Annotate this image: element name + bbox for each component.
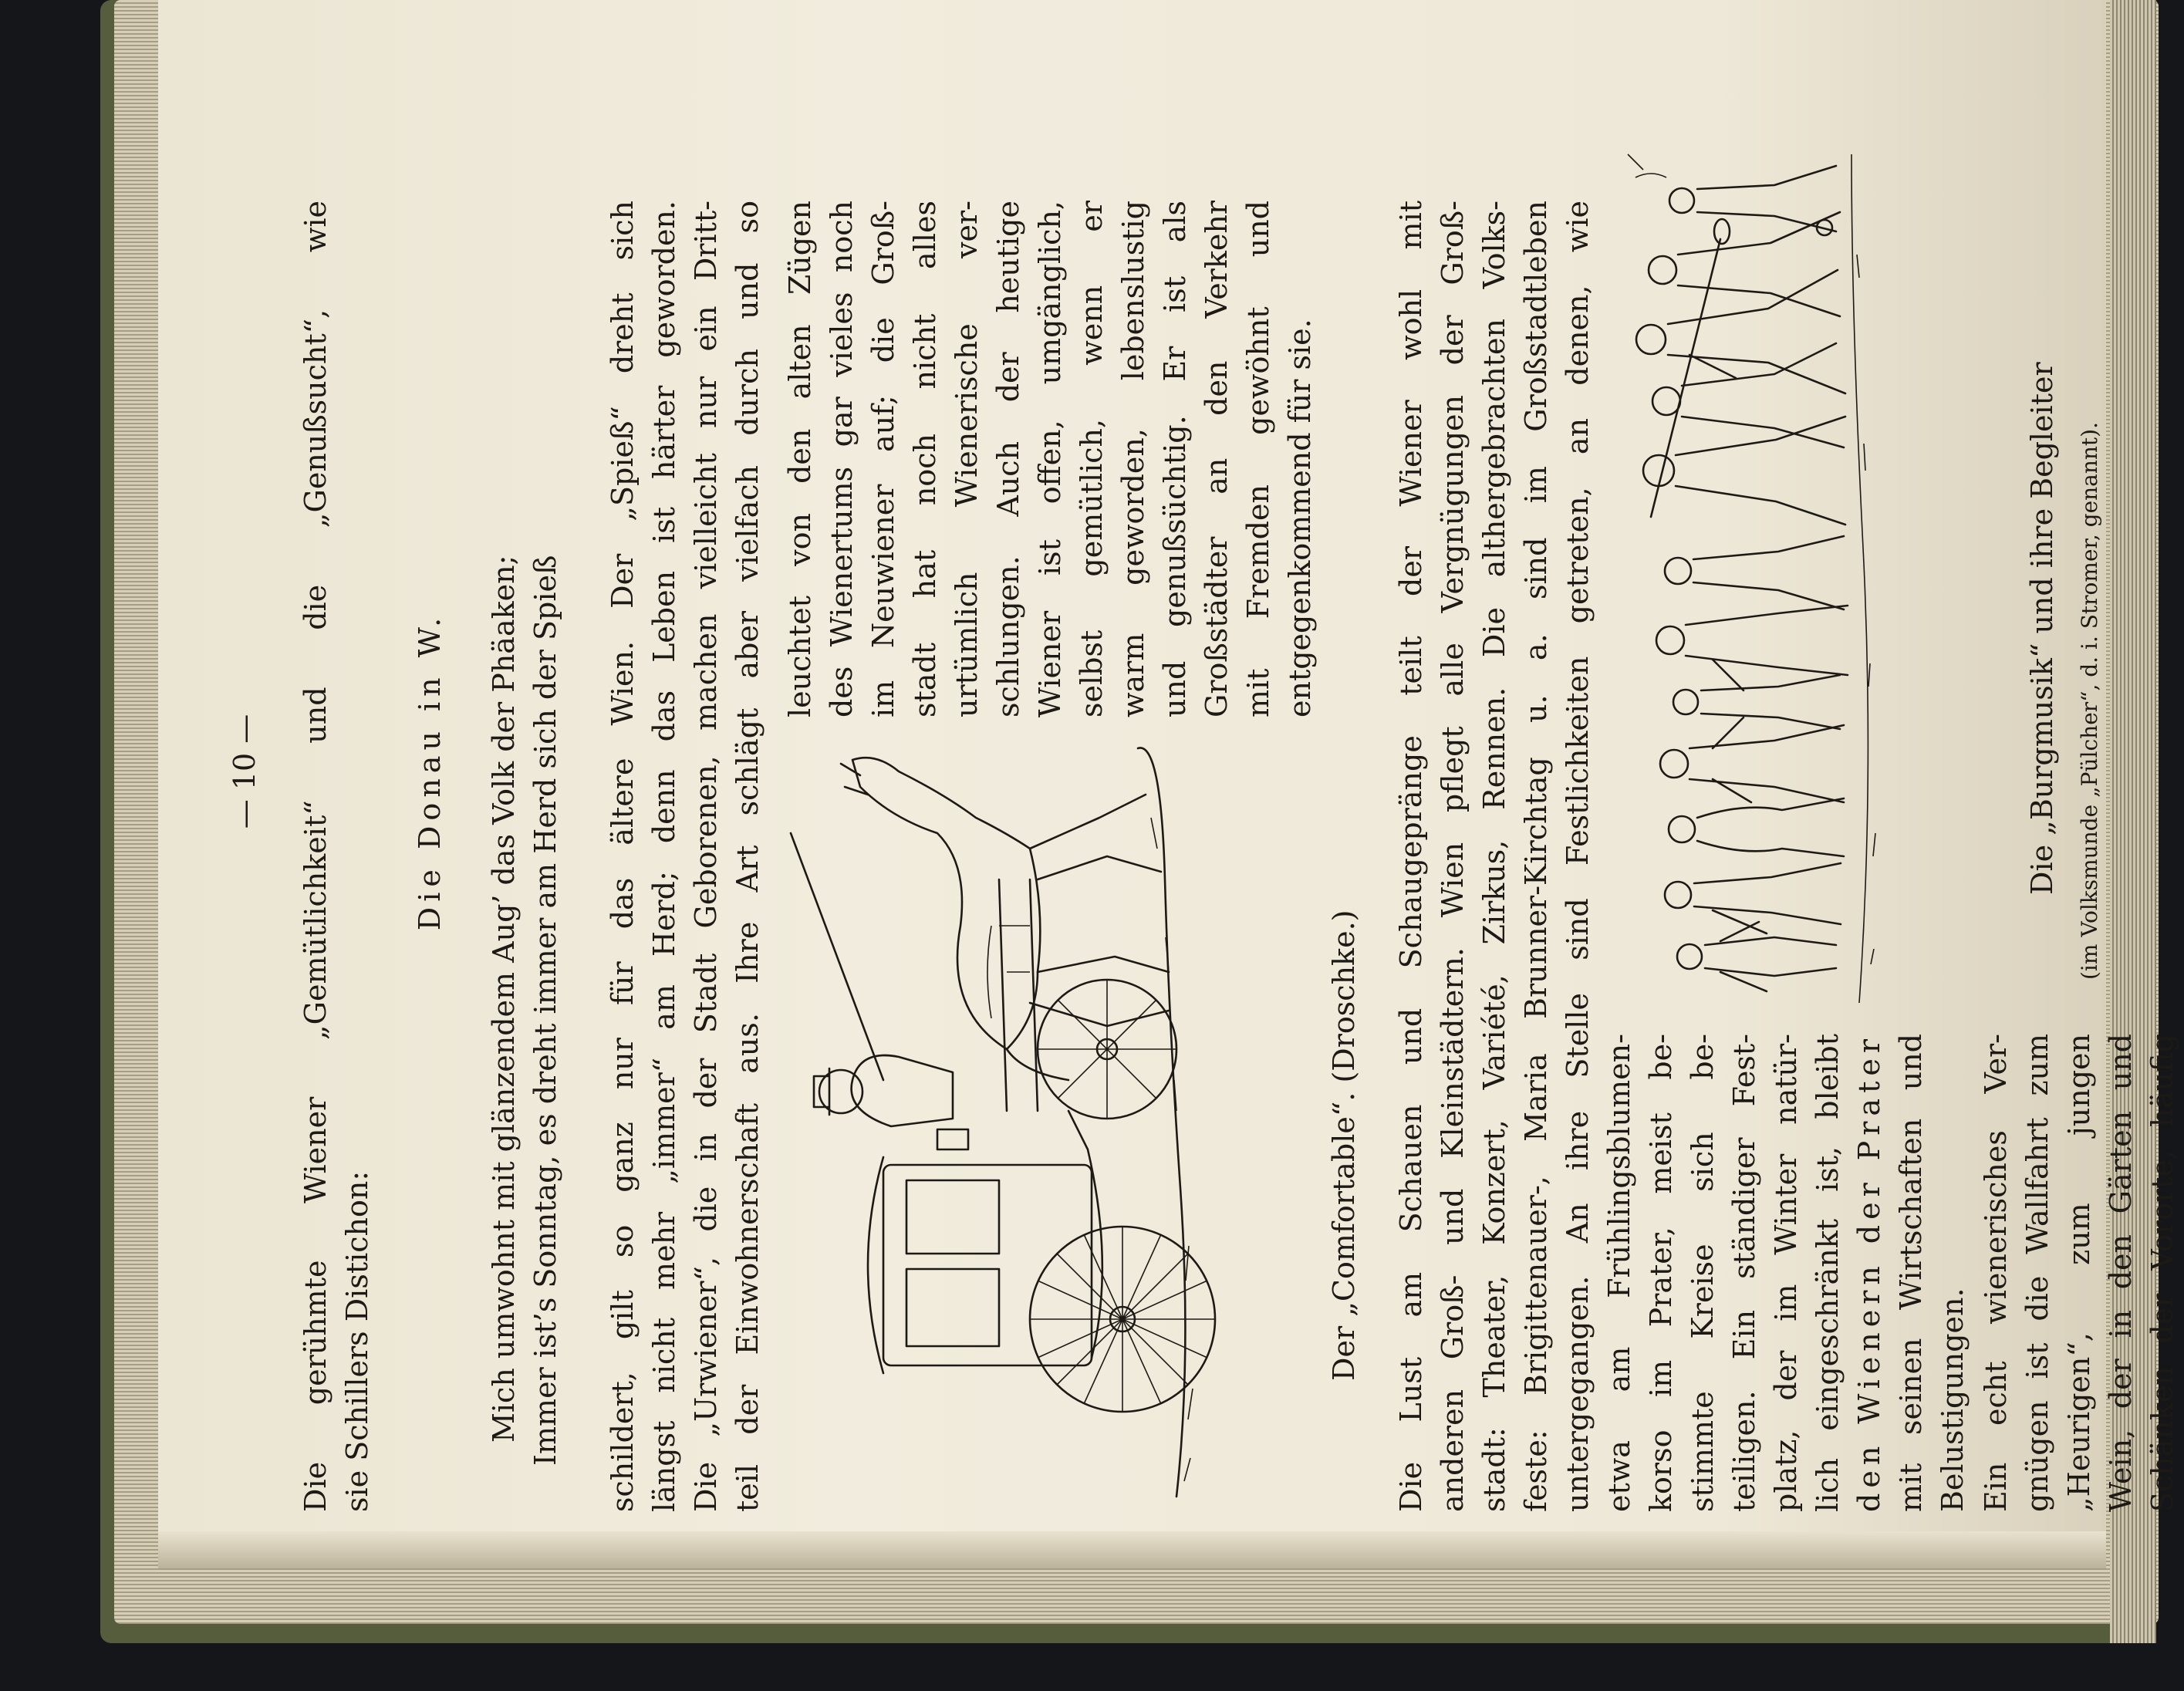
rotated-page-content — [224, 31, 2179, 1512]
para2-line-1: Die Lust am Schauen und Schaugepränge teilt der Wiener wohl mit — [1394, 201, 1428, 1512]
para2-line-5: untergegangen. An ihre Stelle sind Festlichkeiten getreten, an denen, wie — [1561, 201, 1595, 1512]
para2-left-9: Belustigungen. — [1936, 1288, 1970, 1512]
intro-line-1: Die gerühmte Wiener „Gemütlichkeit“ und die „Genußsucht“, wie — [299, 201, 332, 1512]
para2-line-3: stadt: Theater, Konzert, Variété, Zirkus, Rennen. Die althergebrachten Volks- — [1477, 201, 1511, 1512]
para1-right-6: schlungen. Auch der heutige — [991, 201, 1025, 717]
para3-left-3: „Heurigen“, zum jungen — [2062, 1034, 2096, 1512]
page-number: — 10 — — [228, 714, 262, 829]
para1-right-2: des Wienertums gar vieles noch — [825, 201, 859, 717]
page-gutter — [158, 1531, 2106, 1568]
para2-left-3: stimmte Kreise sich be- — [1686, 1034, 1720, 1512]
para2-left-1: etwa am Frühlingsblumen- — [1602, 1034, 1636, 1512]
para2-line-4: feste: Brigittenauer-, Maria Brunner-Kirchtag u. a. sind im Großstadtleben — [1519, 201, 1553, 1512]
caption-burgmusik: Die „Burgmusik“ und ihre Begleiter — [2025, 362, 2059, 895]
para1-right-5: urtümlich Wienerische ver- — [950, 201, 984, 717]
para1-right-8: selbst gemütlich, wenn er — [1075, 201, 1109, 717]
para2-line-2: anderen Groß- und Kleinstädtern. Wien pflegt alle Vergnügungen der Groß- — [1436, 201, 1470, 1512]
droschke-illustration — [775, 741, 1315, 1512]
intro-line-2: sie Schillers Distichon: — [340, 1170, 374, 1512]
para1-right-11: Großstädter an den Verkehr — [1200, 201, 1234, 717]
para3-left-1: Ein echt wienerisches Ver- — [1979, 1034, 2013, 1512]
para2-left-8: mit seinen Wirtschaften und — [1894, 1034, 1928, 1512]
caption-burgmusik-sub: (im Volksmunde „Pülcher“, d. i. Stromer, genannt). — [2077, 421, 2102, 980]
poem-line-2: Immer ist’s Sonntag, es dreht immer am Herd sich der Spieß — [528, 555, 562, 1466]
para3-left-4: Wein, der in den Gärten und — [2104, 1034, 2138, 1512]
burgmusik-illustration — [1605, 147, 1882, 1011]
para2-left-7: den Wienern der Prater — [1852, 1034, 1886, 1512]
para2-left-2: korso im Prater, meist be- — [1644, 1034, 1678, 1512]
para3-left-5: Schänken der Vororte, häufig — [2145, 1034, 2179, 1512]
para1-line-1: schildert, gilt so ganz nur für das ältere Wien. Der „Spieß“ dreht sich — [606, 201, 640, 1512]
para1-line-3: Die „Urwiener“, die in der Stadt Geborenen, machen vielleicht nur ein Dritt- — [689, 201, 723, 1512]
caption-droschke: Der „Comfortable“. (Droschke.) — [1327, 910, 1361, 1381]
para2-left-4: teiligen. Ein ständiger Fest- — [1727, 1034, 1761, 1512]
para1-right-9: warm geworden, lebenslustig — [1116, 201, 1150, 717]
para1-line-2: längst nicht mehr „immer“ am Herd; denn das Leben ist härter geworden. — [647, 201, 681, 1512]
para1-right-1: leuchtet von den alten Zügen — [783, 201, 817, 717]
para1-right-13: entgegenkommend für sie. — [1283, 319, 1317, 717]
para1-right-10: und genußsüchtig. Er ist als — [1158, 201, 1192, 717]
para1-right-4: stadt hat noch nicht alles — [908, 201, 942, 717]
para3-left-2: gnügen ist die Wallfahrt zum — [2020, 1034, 2054, 1512]
poem-line-1: Mich umwohnt mit glänzendem Aug’ das Volk der Phäaken; — [487, 555, 521, 1443]
para1-right-7: Wiener ist offen, umgänglich, — [1033, 201, 1067, 717]
para1-right-12: mit Fremden gewöhnt und — [1241, 201, 1275, 717]
para2-left-5: platz, der im Winter natür- — [1769, 1034, 1803, 1512]
para2-left-6: lich eingeschränkt ist, bleibt — [1811, 1034, 1845, 1512]
para1-right-3: im Neuwiener auf; die Groß- — [866, 201, 900, 717]
para1-line-4: teil der Einwohnerschaft aus. Ihre Art schlägt aber vielfach durch und so — [731, 201, 765, 1512]
poem-title: Die Donau in W. — [413, 612, 447, 931]
